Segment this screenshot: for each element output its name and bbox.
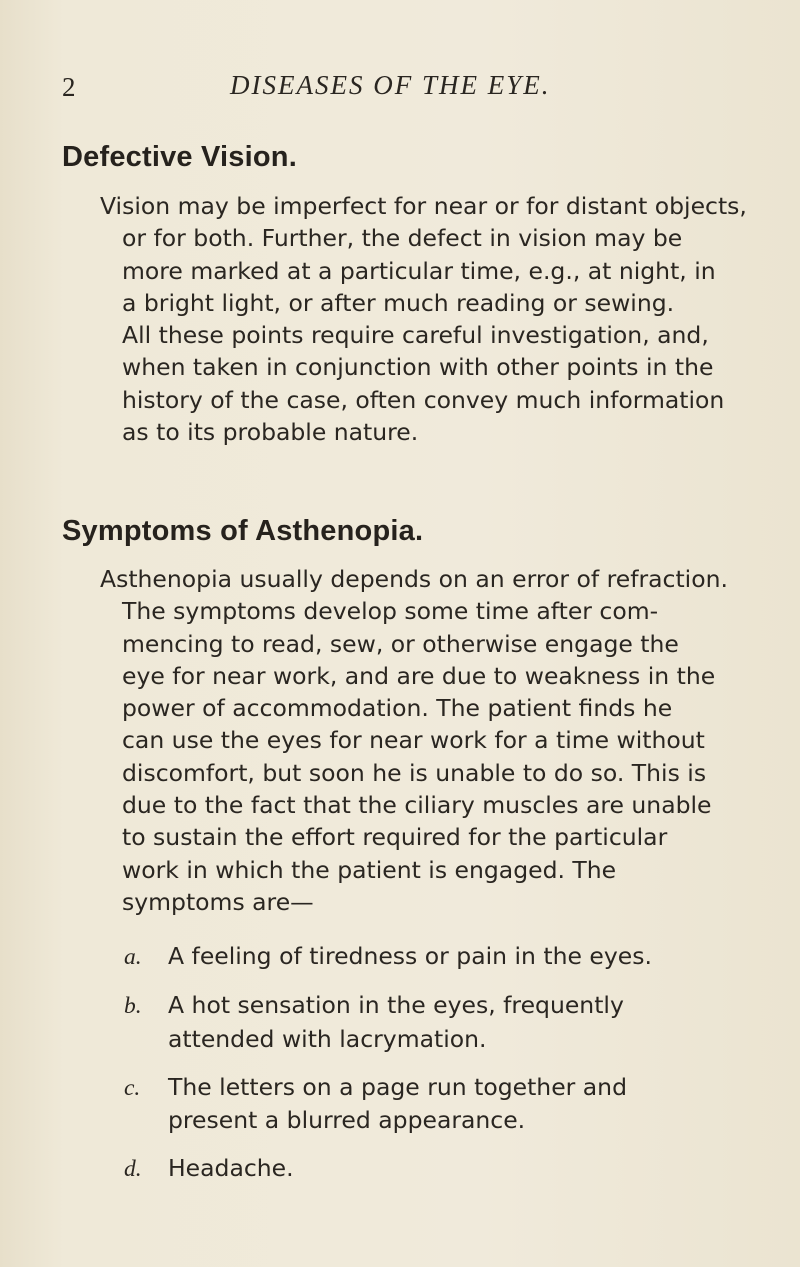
text-line: eye for near work, and are due to weakness in the [122, 661, 716, 690]
text-line: symptoms are— [122, 887, 314, 916]
list-text: The letters on a page run together and [168, 1072, 627, 1101]
section-heading-defective-vision: Defective Vision. [62, 141, 297, 173]
list-text: A feeling of tiredness or pain in the eyes. [168, 942, 652, 970]
list-text: Headache. [168, 1154, 294, 1183]
text-line: more marked at a particular time, e.g., at night, in [122, 256, 716, 285]
list-text: attended with lacrymation. [168, 1024, 487, 1053]
list-letter: a. [124, 944, 142, 970]
symptom-list [124, 940, 748, 1202]
text-line: Vision may be imperfect for near or for distant objects, [100, 192, 747, 220]
list-item [124, 1071, 748, 1137]
running-title: DISEASES OF THE EYE. [230, 70, 551, 100]
text-line: work in which the patient is engaged. The [122, 855, 617, 884]
page-number: 2 [62, 72, 76, 102]
paragraph-asthenopia [100, 563, 752, 918]
text-line: a bright light, or after much reading or sewing. [122, 288, 675, 317]
text-line: to sustain the effort required for the particular [122, 823, 668, 852]
text-line: Asthenopia usually depends on an error of refraction. [100, 565, 728, 593]
list-item [124, 940, 748, 973]
text-line: as to its probable nature. [122, 418, 419, 447]
list-text: A hot sensation in the eyes, frequently [168, 991, 624, 1020]
text-line: power of accommodation. The patient finds he [122, 694, 673, 723]
text-line: The symptoms develop some time after com- [122, 597, 659, 626]
list-text: present a blurred appearance. [168, 1106, 526, 1135]
paragraph-defective-vision [100, 190, 752, 448]
text-line: when taken in conjunction with other points in the [122, 353, 714, 382]
list-item [124, 1152, 748, 1185]
list-letter: b. [124, 993, 142, 1020]
list-item [124, 989, 748, 1055]
text-line: history of the case, often convey much information [122, 385, 725, 414]
text-line: mencing to read, sew, or otherwise engage the [122, 629, 679, 658]
list-letter: c. [124, 1074, 141, 1101]
list-letter: d. [124, 1156, 142, 1183]
text-line: or for both. Further, the defect in vision may be [122, 224, 683, 253]
text-line: due to the fact that the ciliary muscles are unable [122, 791, 712, 820]
text-line: All these points require careful investigation, and, [122, 321, 709, 350]
text-line: can use the eyes for near work for a time without [122, 726, 705, 755]
section-heading-symptoms-of-asthenopia: Symptoms of Asthenopia. [62, 515, 424, 547]
text-line: discomfort, but soon he is unable to do so. This is [122, 758, 707, 787]
